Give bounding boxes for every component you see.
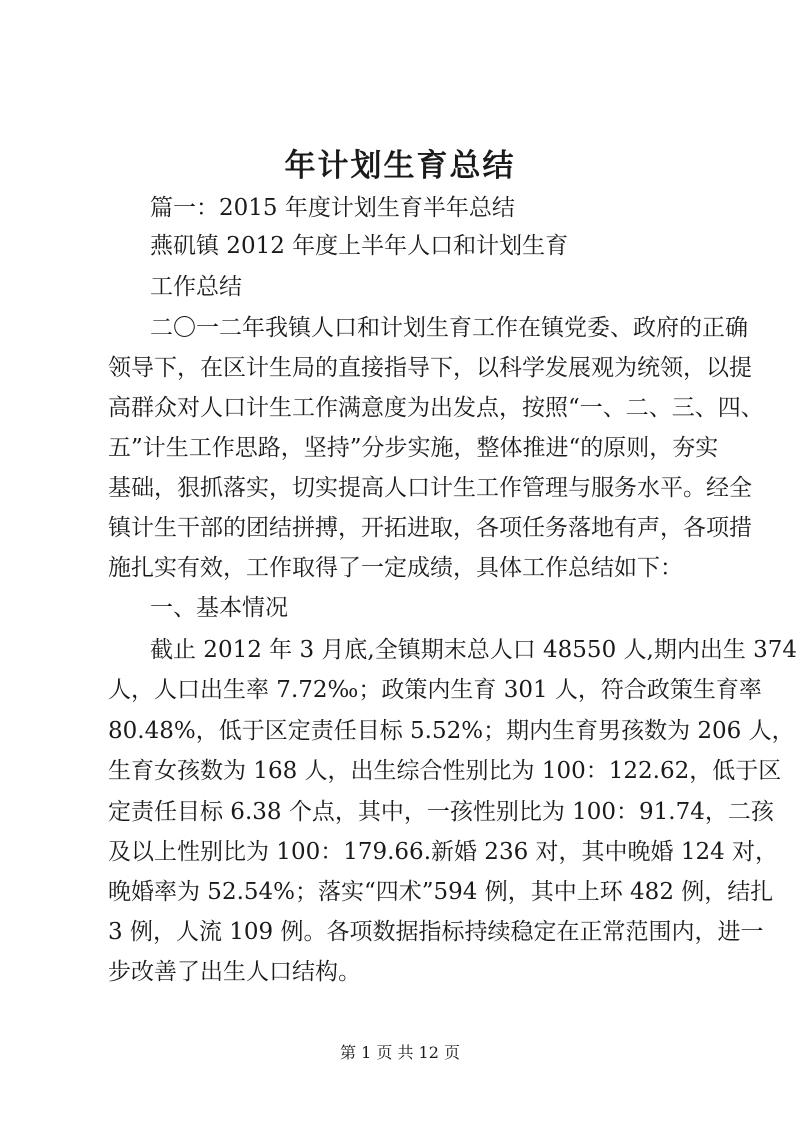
document-title: 年计划生育总结 — [284, 148, 516, 184]
paragraph-2-line: 定责任目标 6.38 个点，其中，一孩性别比为 100：91.74，二孩 — [108, 799, 774, 825]
section-heading: 一、基本情况 — [150, 595, 288, 621]
paragraph-2-line: 人，人口出生率 7.72‰；政策内生育 301 人，符合政策生育率 — [108, 677, 762, 703]
paragraph-2-line: 及以上性别比为 100：179.66.新婚 236 对，其中晚婚 124 对， — [108, 839, 779, 865]
heading-line-2: 燕矶镇 2012 年度上半年人口和计划生育 — [150, 233, 569, 259]
paragraph-2-line: 生育女孩数为 168 人，出生综合性别比为 100：122.62，低于区 — [108, 758, 782, 784]
heading-line-3: 工作总结 — [150, 274, 242, 300]
paragraph-2-line: 晚婚率为 52.54%；落实“四术”594 例，其中上环 482 例，结扎 — [108, 879, 774, 905]
page-number-footer: 第 1 页 共 12 页 — [340, 1043, 460, 1062]
paragraph-2-line: 步改善了出生人口结构。 — [108, 959, 361, 985]
heading-line-1: 篇一：2015 年度计划生育半年总结 — [150, 195, 515, 221]
paragraph-1-line: 领导下，在区计生局的直接指导下，以科学发展观为统领，以提 — [108, 355, 752, 381]
paragraph-1-line: 高群众对人口计生工作满意度为出发点，按照“一、二、三、四、 — [108, 395, 764, 421]
paragraph-1-line: 镇计生干部的团结拼搏，开拓进取，各项任务落地有声，各项措 — [108, 515, 752, 541]
paragraph-2-line: 80.48%，低于区定责任目标 5.52%；期内生育男孩数为 206 人， — [108, 718, 795, 744]
paragraph-1-line: 基础，狠抓落实，切实提高人口计生工作管理与服务水平。经全 — [108, 475, 752, 501]
paragraph-2-line: 3 例，人流 109 例。各项数据指标持续稳定在正常范围内，进一 — [108, 919, 764, 945]
paragraph-2-line: 截止 2012 年 3 月底,全镇期末总人口 48550 人,期内出生 374 — [150, 637, 798, 663]
paragraph-1-line: 五”计生工作思路，坚持”分步实施，整体推进“的原则，夯实 — [108, 435, 719, 461]
paragraph-1-line: 二〇一二年我镇人口和计划生育工作在镇党委、政府的正确 — [150, 315, 748, 341]
paragraph-1-line: 施扎实有效，工作取得了一定成绩，具体工作总结如下： — [108, 555, 683, 581]
